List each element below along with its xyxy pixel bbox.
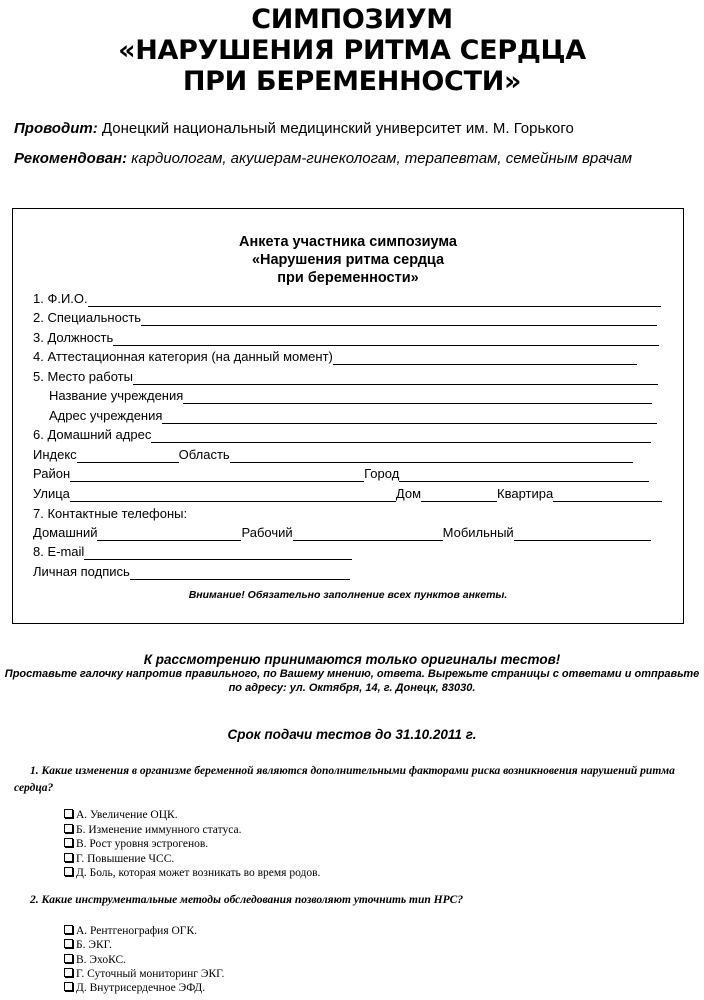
question-2-text: 2. Какие инструментальные методы обследования позволяют уточнить тип НРС? — [30, 894, 464, 906]
index-field[interactable] — [77, 450, 179, 463]
notice-text-2: по адресу: ул. Октября, 14, г. Донецк, 83030. — [228, 682, 476, 694]
category-row — [33, 348, 637, 365]
position-label: 3. Должность — [33, 330, 114, 345]
checkbox-icon[interactable] — [64, 824, 73, 833]
question-1-option-a[interactable]: А. Увеличение ОЦК. — [64, 808, 178, 823]
institution-address-field[interactable] — [162, 411, 657, 424]
conducts-text: Донецкий национальный медицинский университет им. М. Горького — [101, 120, 574, 137]
region-field[interactable] — [230, 450, 633, 463]
checkbox-icon[interactable] — [64, 853, 73, 862]
checkbox-icon[interactable] — [64, 809, 73, 818]
form-title-3: при беременности» — [277, 270, 419, 286]
checkbox-icon[interactable] — [64, 838, 73, 847]
phones-label: 7. Контактные телефоны: — [33, 506, 188, 521]
mobile-phone-label: Мобильный — [442, 525, 514, 540]
recommended-text: кардиологам, акушерам-гинекологам, терапевтам, семейным врачам — [131, 150, 632, 167]
fio-field[interactable] — [88, 294, 661, 307]
fio-row — [33, 290, 661, 307]
checkbox-icon[interactable] — [64, 939, 73, 948]
workplace-label: 5. Место работы — [33, 369, 133, 384]
page-title — [0, 4, 704, 97]
question-1-option-d[interactable]: Г. Повышение ЧСС. — [64, 852, 174, 867]
region-label: Область — [178, 447, 230, 462]
notice-text-1: Проставьте галочку напротив правильного, по Вашему мнению, ответа. Вырежьте страницы с ответами и отправьте — [4, 668, 700, 680]
checkbox-icon[interactable] — [64, 982, 73, 991]
institution-name-row — [49, 387, 652, 404]
fio-label: 1. Ф.И.О. — [33, 291, 88, 306]
checkbox-icon[interactable] — [64, 867, 73, 876]
question-2-option-a[interactable]: А. Рентгенография ОГК. — [64, 924, 197, 939]
form-title-2: «Нарушения ритма сердца — [251, 252, 445, 268]
email-row — [33, 543, 352, 560]
phone-numbers-row — [33, 524, 651, 541]
institution-name-field[interactable] — [183, 391, 652, 404]
question-1-option-e[interactable]: Д. Боль, которая может возникать во время родов. — [64, 866, 320, 881]
district-city-row — [33, 465, 649, 482]
participant-form — [12, 208, 684, 624]
conducts-line — [14, 118, 686, 139]
house-field[interactable] — [421, 489, 497, 502]
signature-field[interactable] — [130, 567, 350, 580]
question-2-option-e[interactable]: Д. Внутрисердечное ЭФД. — [64, 981, 205, 996]
house-label: Дом — [395, 486, 422, 501]
category-field[interactable] — [333, 352, 637, 365]
form-title-1: Анкета участника симпозиума — [238, 234, 457, 250]
city-label: Город — [364, 466, 400, 481]
category-label: 4. Аттестационная категория (на данный момент) — [33, 349, 333, 364]
street-row — [33, 485, 662, 502]
signature-label: Личная подпись — [33, 564, 130, 579]
index-label: Индекс — [33, 447, 77, 462]
apartment-label: Квартира — [497, 486, 554, 501]
phones-row — [33, 505, 187, 522]
question-1-text: 1. Какие изменения в организме беременной являются дополнительными факторами риска возникновения нарушений ритма сердца? — [14, 765, 675, 794]
question-2-option-d[interactable]: Г. Суточный мониторинг ЭКГ. — [64, 967, 224, 982]
index-region-row — [33, 446, 633, 463]
specialty-field[interactable] — [141, 313, 657, 326]
email-field[interactable] — [84, 547, 352, 560]
home-address-row — [33, 426, 651, 443]
specialty-row — [33, 309, 657, 326]
specialty-label: 2. Специальность — [33, 310, 142, 325]
work-phone-label: Рабочий — [241, 525, 293, 540]
checkbox-icon[interactable] — [64, 925, 73, 934]
deadline: Срок подачи тестов до 31.10.2011 г. — [227, 727, 477, 742]
question-2-option-b[interactable]: Б. ЭКГ. — [64, 938, 112, 953]
home-address-field[interactable] — [151, 430, 651, 443]
apartment-field[interactable] — [553, 489, 662, 502]
form-warning: Внимание! Обязательно заполнение всех пунктов анкеты. — [188, 589, 508, 601]
home-address-label: 6. Домашний адрес — [33, 427, 152, 442]
title-line-3: ПРИ БЕРЕМЕННОСТИ» — [182, 66, 522, 97]
email-label: 8. E-mail — [33, 544, 85, 559]
institution-name-label: Название учреждения — [49, 388, 184, 403]
city-field[interactable] — [399, 469, 649, 482]
district-label: Район — [33, 466, 71, 481]
question-1-option-c[interactable]: В. Рост уровня эстрогенов. — [64, 837, 208, 852]
title-line-1: СИМПОЗИУМ — [251, 4, 453, 35]
street-field[interactable] — [70, 489, 396, 502]
notice-heading: К рассмотрению принимаются только оригиналы тестов! — [143, 652, 561, 667]
signature-row — [33, 563, 350, 580]
question-1-option-b[interactable]: Б. Изменение иммунного статуса. — [64, 823, 241, 838]
conducts-label: Проводит: — [14, 120, 98, 137]
question-1 — [14, 763, 694, 797]
title-line-2: «НАРУШЕНИЯ РИТМА СЕРДЦА — [118, 35, 586, 66]
work-phone-field[interactable] — [293, 528, 443, 541]
institution-address-label: Адрес учреждения — [49, 408, 163, 423]
street-label: Улица — [33, 486, 70, 501]
position-field[interactable] — [113, 333, 659, 346]
home-phone-label: Домашний — [33, 525, 98, 540]
recommended-label: Рекомендован: — [14, 150, 128, 167]
question-2-option-c[interactable]: В. ЭхоКС. — [64, 953, 126, 968]
question-2 — [14, 892, 694, 909]
workplace-row — [33, 368, 658, 385]
recommended-line — [14, 148, 686, 169]
checkbox-icon[interactable] — [64, 968, 73, 977]
district-field[interactable] — [70, 469, 364, 482]
mobile-phone-field[interactable] — [514, 528, 651, 541]
workplace-field[interactable] — [133, 372, 658, 385]
institution-address-row — [49, 407, 657, 424]
home-phone-field[interactable] — [97, 528, 241, 541]
checkbox-icon[interactable] — [64, 954, 73, 963]
position-row — [33, 329, 659, 346]
